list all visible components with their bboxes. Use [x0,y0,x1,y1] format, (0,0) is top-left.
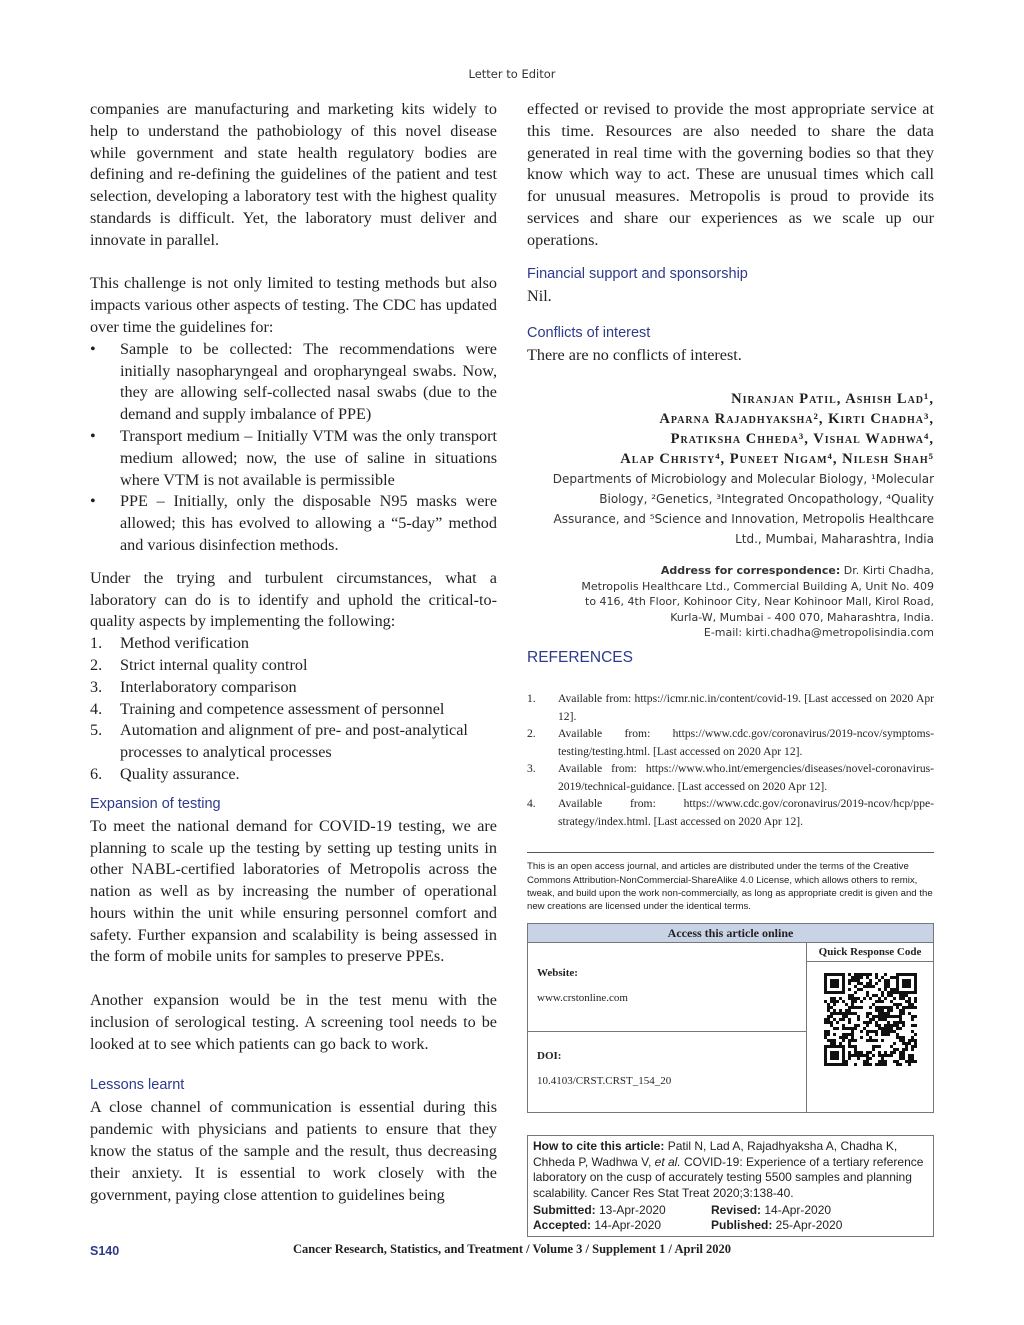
email-link[interactable]: E-mail: kirti.chadha@metropolisindia.com [703,626,934,640]
paragraph: Another expansion would be in the test menu with the inclusion of serological testing. A screening tool needs to be looked at to see which patients can go back to work. [90,991,497,1053]
qr-code-icon[interactable] [824,973,917,1066]
list-item: • Sample to be collected: The recommendations were initially nasopharyngeal and oropharyngeal swabs. Now, they are allowing self-collected nasal swabs (due to the demand and supply imbalance of PPE) [90,339,497,424]
left-column [90,99,497,1206]
list-item: 3. Interlaboratory comparison [90,677,297,696]
conflicts-text: There are no conflicts of interest. [527,346,742,365]
guideline-list [90,339,497,557]
running-head: Letter to Editor [468,67,556,81]
author-list: Niranjan Patil, Ashish Lad¹, Aparna Rajadhyaksha², Kirti Chadha³, Pratiksha Chheda³, Vishal Wadhwa⁴, Alap Christy⁴, Puneet Nigam⁴, Nilesh Shah⁵ [620,391,934,468]
journal-footer: Cancer Research, Statistics, and Treatment / Volume 3 / Supplement 1 / April 2020 [292,1242,732,1256]
reference-item[interactable]: 4. Available from: https://www.cdc.gov/coronavirus/2019-ncov/hcp/ppe-strategy/index.html. [Last accessed on 2020 Apr 12]. [527,797,934,828]
license-note: This is an open access journal, and articles are distributed under the terms of the Creative Commons Attribution-NonCommercial-ShareAlike 4.0 License, which allows others to remix, tweak, and build upon the work non-commercially, as long as appropriate credit is given and the new creations are licensed under the identical terms. [527,852,934,913]
reference-item[interactable]: 3. Available from: https://www.who.int/emergencies/diseases/novel-coronavirus-2019/technical-guidance. [Last accessed on 2020 Apr 12]. [527,762,934,793]
list-item: 4. Training and competence assessment of personnel [90,699,445,718]
page-number: S140 [90,1244,120,1258]
quality-steps-list [90,633,497,786]
section-heading: Lessons learnt [90,1077,185,1094]
paragraph: effected or revised to provide the most appropriate service at this time. Resources are also needed to share the data generated in real time with the governing bodies so that they know which way to act. These are unusual times which call for unusual measures. Metropolis is proud to provide its services and share our experiences as we scale up our operations. [527,100,934,249]
website-link[interactable]: www.crstonline.com [537,992,628,1005]
bullet-icon: • [90,339,96,358]
doi-link[interactable]: 10.4103/CRST.CRST_154_20 [537,1075,672,1088]
list-item: 6. Quality assurance. [90,764,240,783]
list-item: 2. Strict internal quality control [90,655,308,674]
paragraph: companies are manufacturing and marketing kits widely to help to understand the pathobiology of this novel disease while government and state health regulatory bodies are defining and re-defining the guidelines of the patient and test selection, developing a laboratory test with the highest quality standards is difficult. Yet, the laboratory must deliver and innovate in parallel. [90,100,497,249]
correspondence-address: Address for correspondence: Dr. Kirti Chadha, Metropolis Healthcare Ltd., Commercial Building A, Unit No. 409 to 416, 4th Floor, Kohinoor City, Near Kohinoor Mall, Kirol Road, Kurla-W, Mumbai - 400 070, Maharashtra, India. E-mail: kirti.chadha@metropolisindia.com [527,563,934,641]
right-column [527,99,934,1237]
list-item: • Transport medium – Initially VTM was the only transport medium allowed; now, the use of saline in situations where VTM is not available is permissible [90,426,497,489]
section-heading: Expansion of testing [90,795,221,812]
list-item: 1. Method verification [90,634,250,653]
paragraph: To meet the national demand for COVID-19 testing, we are planning to scale up the testing by setting up testing units in other NABL-certified laboratories of Metropolis across the nation as well as by increasing the number of operational hours within the unit while ensuring personnel comfort and safety. Further expansion and scalability is being assessed in the form of mobile units for samples to preserve PPEs. [90,816,497,966]
affiliations: Departments of Microbiology and Molecular Biology, ¹Molecular Biology, ²Genetics, ³Integrated Oncopathology, ⁴Quality Assurance, and ⁵Science and Innovation, Metropolis Healthcare Ltd., Mumbai, Maharashtra, India [552,472,934,547]
website-label: Website: [537,967,578,980]
reference-item[interactable]: 1. Available from: https://icmr.nic.in/content/covid-19. [Last accessed on 2020 Apr 12]. [527,692,934,723]
paragraph: A close channel of communication is essential during this pandemic with physicians and patients to ensure that they know the status of the sample and the result, thus decreasing their anxiety. It is essential to work closely with the government, paying close attention to guidelines being [90,1098,497,1204]
section-heading: Conflicts of interest [527,325,651,342]
bullet-icon: • [90,492,96,511]
doi-label: DOI: [537,1050,562,1063]
section-heading: Financial support and sponsorship [527,265,748,282]
qr-label: Quick Response Code [807,943,933,962]
bullet-icon: • [90,426,96,445]
access-article-box [527,923,934,1113]
article-dates: Submitted: 13-Apr-2020 Revised: 14-Apr-2020 Accepted: 14-Apr-2020 Published: 25-Apr-2020 [533,1202,843,1233]
references-heading: REFERENCES [527,648,633,666]
list-item: • PPE – Initially, only the disposable N95 masks were allowed; this has evolved to allowing a “5-day” method and various disinfection methods. [90,492,497,554]
paragraph: Under the trying and turbulent circumstances, what a laboratory can do is to identify and uphold the critical-to-quality aspects by implementing the following: [90,568,497,631]
financial-support-text: Nil. [527,286,552,305]
citation-box: How to cite this article: Patil N, Lad A, Rajadhyaksha A, Chadha K, Chheda P, Wadhwa V, et al. COVID-19: Experience of a tertiary reference laboratory on the cusp of accurately testing 5500 samples and planning scalability. Cancer Res Stat Treat 2020;3:138-40. Submitted: 13-Apr-2020 Revised: 14-Apr-2020 Accepted: 14-Apr-2020 Published: 25-Apr-2020 [527,1135,934,1236]
reference-item[interactable]: 2. Available from: https://www.cdc.gov/coronavirus/2019-ncov/symptoms-testing/testing.html. [Last accessed on 2020 Apr 12]. [527,727,934,758]
access-title: Access this article online [528,924,933,943]
paragraph: This challenge is not only limited to testing methods but also impacts various other aspects of testing. The CDC has updated over time the guidelines for: [90,274,497,336]
reference-list [527,690,934,830]
list-item: 5. Automation and alignment of pre- and post-analytical processes to analytical processes [90,721,468,762]
